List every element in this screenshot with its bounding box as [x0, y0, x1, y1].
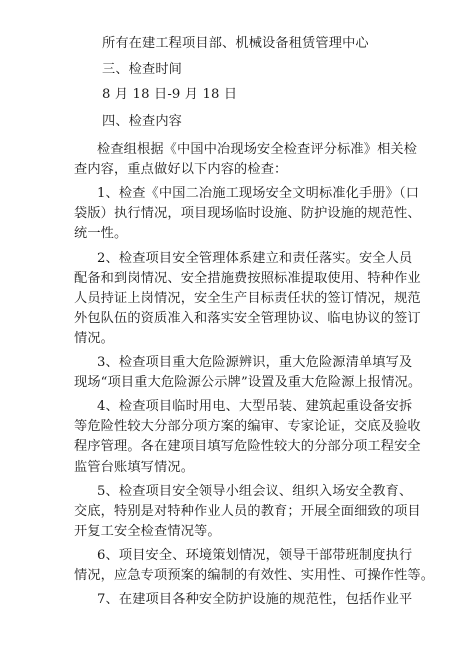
text-line: 查内容，重点做好以下内容的检查： — [74, 162, 288, 177]
text-line: 等危险性较大分部分项方案的编审、专家论证，交底及验收 — [74, 419, 421, 434]
text-line: 外包队伍的资质准入和落实安全管理协议、临电协议的签订 — [74, 311, 421, 326]
text-line: 检查组根据《中国中冶现场安全检查评分标准》相关检 — [97, 142, 418, 157]
text-line: 2、检查项目安全管理体系建立和责任落实。安全人员 — [97, 251, 413, 266]
text-line: 开复工安全检查情况等。 — [74, 524, 221, 539]
text-line: 6、项目安全、环境策划情况，领导干部带班制度执行 — [97, 548, 413, 563]
text-line: 程序管理。各在建项目填写危险性较大的分部分项工程安全 — [74, 439, 421, 454]
section-heading: 三、检查时间 — [102, 62, 183, 77]
section-heading: 四、检查内容 — [102, 114, 183, 129]
text-line: 配备和到岗情况、安全措施费按照标准提取使用、特种作业 — [74, 271, 421, 286]
text-line: 统一性。 — [74, 226, 128, 241]
text-line: 人员持证上岗情况，安全生产目标责任状的签订情况，规范 — [74, 291, 421, 306]
text-line: 袋版）执行情况，项目现场临时设施、防护设施的规范性、 — [74, 206, 421, 221]
text-line: 5、检查项目安全领导小组会议、组织入场安全教育、 — [97, 484, 413, 499]
text-line: 现场“项目重大危险源公示牌”设置及重大危险源上报情况。 — [74, 375, 422, 390]
text-line: 情况。 — [74, 331, 115, 346]
text-line: 8 月 18 日-9 月 18 日 — [102, 87, 238, 102]
text-line: 7、在建项目各种安全防护设施的规范性，包括作业平 — [97, 592, 413, 607]
text-line: 所有在建工程项目部、机械设备租赁管理中心 — [102, 36, 369, 51]
text-line: 1、检查《中国二冶施工现场安全文明标准化手册》（口 — [97, 186, 420, 201]
text-line: 4、检查项目临时用电、大型吊装、建筑起重设备安拆 — [97, 399, 413, 414]
text-line: 监管台账填写情况。 — [74, 460, 195, 475]
text-line: 交底，特别是对特种作业人员的教育；开展全面细致的项目 — [74, 504, 421, 519]
text-line: 3、检查项目重大危险源辨识，重大危险源清单填写及 — [97, 355, 413, 370]
text-line: 情况，应急专项预案的编制的有效性、实用性、可操作性等。 — [74, 568, 435, 583]
